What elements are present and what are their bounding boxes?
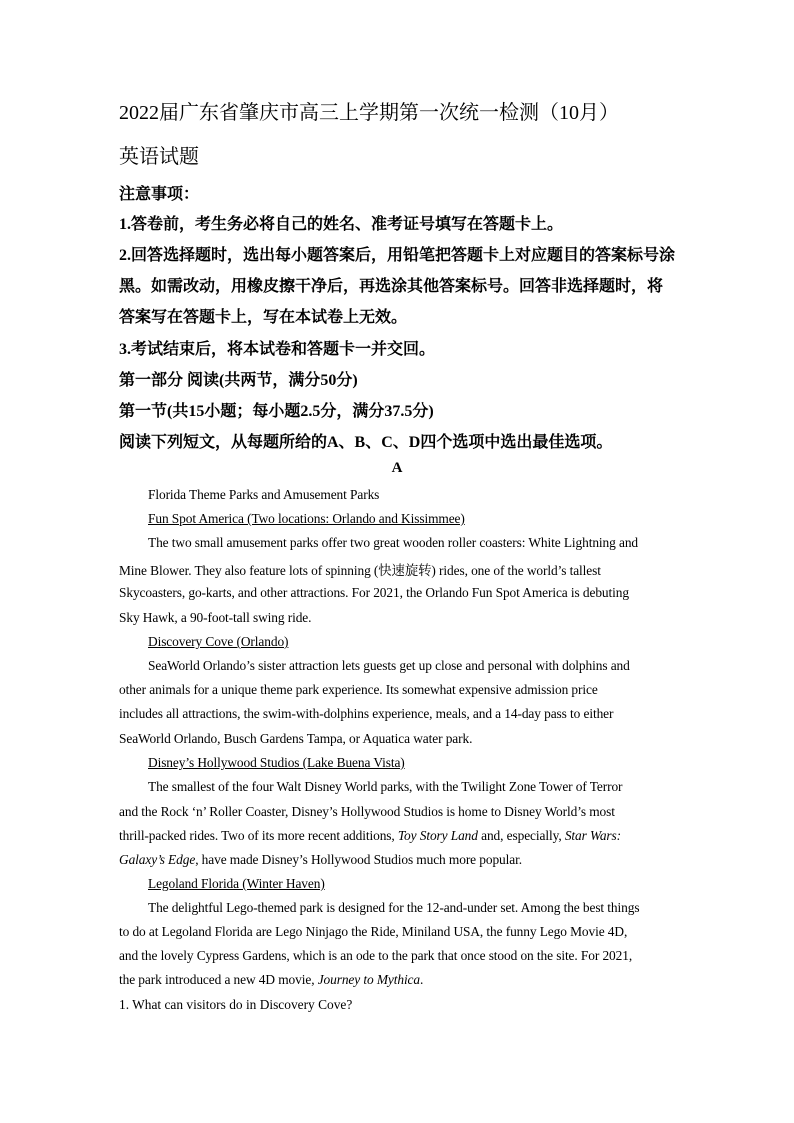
- exam-title: 2022届广东省肇庆市高三上学期第一次统一检测（10月）: [119, 102, 619, 124]
- notice-item-2-line-1: 2.回答选择题时，选出每小题答案后，用铅笔把答题卡上对应题目的答案标号涂: [119, 247, 676, 264]
- park-title-legoland: Legoland Florida (Winter Haven): [148, 876, 325, 891]
- paragraph-line: other animals for a unique theme park experience. Its somewhat expensive admission price: [119, 682, 598, 697]
- italic-title: Galaxy’s Edge: [119, 852, 196, 867]
- paragraph-line: and the Rock ‘n’ Roller Coaster, Disney’s Hollywood Studios is home to Disney World’s most: [119, 804, 615, 819]
- italic-title: Star Wars:: [564, 828, 621, 843]
- passage-label: A: [391, 460, 403, 476]
- paragraph-line: [119, 972, 423, 988]
- text-run: , have made Disney’s Hollywood Studios much more popular.: [195, 852, 522, 867]
- paragraph-line: Sky Hawk, a 90-foot-tall swing ride.: [119, 610, 312, 625]
- notice-item-3: 3.考试结束后，将本试卷和答题卡一并交回。: [119, 341, 436, 358]
- park-title-hollywood-studios: Disney’s Hollywood Studios (Lake Buena Vista): [148, 755, 405, 770]
- reading-directions: 阅读下列短文，从每题所给的A、B、C、D四个选项中选出最佳选项。: [119, 434, 613, 451]
- paragraph-line: includes all attractions, the swim-with-dolphins experience, meals, and a 14-day pass to either: [119, 706, 614, 721]
- question-1: 1. What can visitors do in Discovery Cove?: [119, 997, 353, 1012]
- paragraph-line: SeaWorld Orlando, Busch Gardens Tampa, or Aquatica water park.: [119, 731, 473, 746]
- paragraph-line: to do at Legoland Florida are Lego Ninjago the Ride, Miniland USA, the funny Lego Movie 4D,: [119, 924, 628, 939]
- paragraph-line: Skycoasters, go-karts, and other attractions. For 2021, the Orlando Fun Spot America is debuting: [119, 585, 629, 600]
- notice-item-1: 1.答卷前，考生务必将自己的姓名、准考证号填写在答题卡上。: [119, 216, 564, 233]
- exam-subject: 英语试题: [119, 146, 199, 168]
- paragraph-line: [119, 828, 621, 844]
- park-title-fun-spot: Fun Spot America (Two locations: Orlando and Kissimmee): [148, 511, 465, 526]
- notice-item-2-line-2: 黑。如需改动，用橡皮擦干净后，再选涂其他答案标号。回答非选择题时，将: [119, 278, 664, 295]
- italic-title: Toy Story Land: [397, 828, 478, 843]
- paragraph-line: Mine Blower. They also feature lots of spinning (快速旋转) rides, one of the world’s tallest: [119, 563, 601, 578]
- paragraph-line: and the lovely Cypress Gardens, which is an ode to the park that once stood on the site. For 2021,: [119, 948, 633, 963]
- notice-item-2-line-3: 答案写在答题卡上，写在本试卷上无效。: [119, 309, 408, 326]
- park-title-discovery-cove: Discovery Cove (Orlando): [148, 634, 289, 649]
- paragraph-line: The two small amusement parks offer two great wooden roller coasters: White Lightning and: [148, 535, 639, 550]
- passage-intro: Florida Theme Parks and Amusement Parks: [148, 487, 380, 502]
- paragraph-line: SeaWorld Orlando’s sister attraction lets guests get up close and personal with dolphins and: [148, 658, 630, 673]
- paragraph-line: The smallest of the four Walt Disney World parks, with the Twilight Zone Tower of Terror: [148, 779, 623, 794]
- text-run: thrill-packed rides. Two of its more recent additions,: [119, 828, 398, 843]
- italic-title: Journey to Mythica: [317, 972, 420, 987]
- paragraph-line: [119, 852, 522, 868]
- paragraph-line: The delightful Lego-themed park is designed for the 12-and-under set. Among the best things: [148, 900, 640, 915]
- notice-heading: 注意事项：: [119, 186, 200, 203]
- text-run: and, especially,: [477, 828, 565, 843]
- text-run: the park introduced a new 4D movie,: [119, 972, 318, 987]
- text-run: .: [420, 972, 424, 987]
- section-heading: 第一节(共15小题；每小题2.5分，满分37.5分): [119, 403, 434, 420]
- part-heading: 第一部分 阅读(共两节，满分50分): [119, 372, 358, 389]
